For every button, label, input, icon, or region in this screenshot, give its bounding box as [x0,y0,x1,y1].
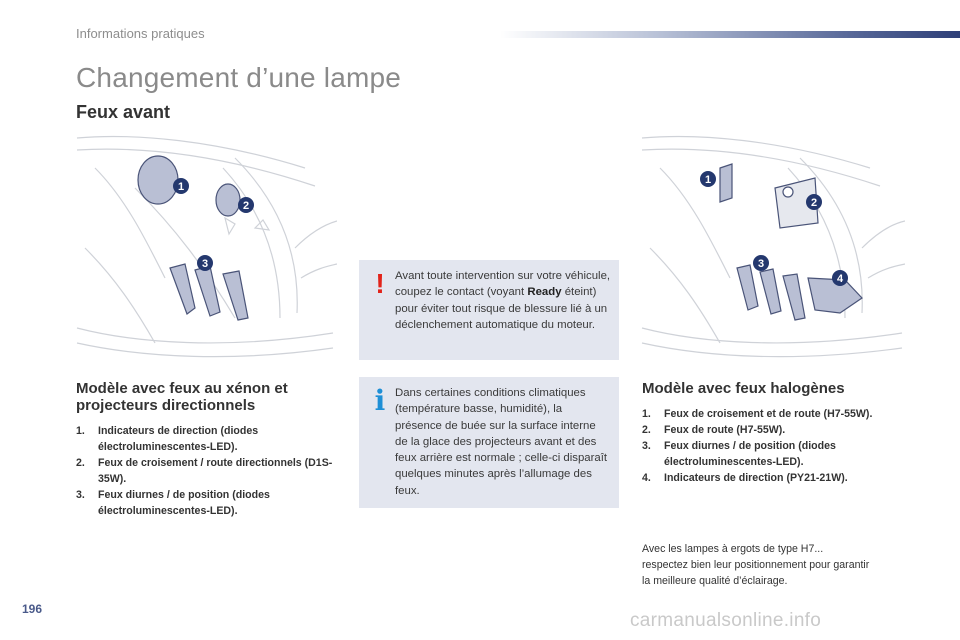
list-item [76,423,336,455]
header-decor-bar [500,31,960,38]
xenon-headlamp-illustration [75,128,337,363]
h7-note: Avec les lampes à ergots de type H7... respectez bien leur positionnement pour garantir la meilleure qualité d’éclairage. [642,543,870,587]
callout-number: 1 [704,174,712,186]
callout-number: 3 [757,258,765,270]
section-label: Informations pratiques [76,26,205,41]
halogen-lamp-list [642,406,902,486]
ready-label: Ready [527,286,562,299]
warning-box [359,260,619,360]
xenon-model-title: Modèle avec feux au xénon et projecteurs directionnels [76,380,288,414]
list-item-text: Indicateurs de direction (PY21-21W). [664,472,848,484]
xenon-lamp-list [76,423,336,519]
info-box [359,377,619,508]
list-item-text: Indicateurs de direction (diodes électroluminescentes-LED). [98,425,259,453]
halogen-headlamp-illustration [640,128,905,363]
callout-number: 1 [177,181,185,193]
page-number: 196 [22,602,43,616]
list-item-text: Feux diurnes / de position (diodes électroluminescentes-LED). [664,440,836,468]
halogen-model-section [642,380,902,486]
info-text: Dans certaines conditions climatiques (température basse, humidité), la présence de buée sur la surface interne de la glace des projecteurs avant et des feux arrière est normale ; celle-ci disparaît quelques minutes après l’allumage des feux. [395,387,608,497]
list-item [642,422,902,438]
page-title: Changement d’une lampe [76,62,402,93]
callout-number: 4 [836,273,844,285]
list-item [642,406,902,422]
list-item [76,487,336,519]
warning-text-part: Avant toute intervention sur votre véhicule, coupez le contact (voyant [395,270,611,299]
callout-number: 2 [810,197,818,209]
list-item [642,438,902,470]
list-item-text: Feux de route (H7-55W). [664,424,786,436]
list-item-number: 1. [76,425,85,437]
list-item-number: 3. [642,440,651,452]
info-icon: i [374,384,386,417]
callout-number: 3 [201,258,209,270]
list-item-text: Feux de croisement et de route (H7-55W). [664,408,873,420]
section-subtitle: Feux avant [76,102,171,122]
list-item-number: 1. [642,408,651,420]
warning-icon: ! [375,268,385,299]
list-item-number: 2. [76,457,85,469]
list-item-number: 3. [76,489,85,501]
callout-number: 2 [242,200,250,212]
warning-text [395,268,611,333]
list-item [76,455,336,487]
xenon-model-section [76,380,336,519]
list-item-number: 2. [642,424,651,436]
halogen-model-title: Modèle avec feux halogènes [642,380,845,397]
warning-text-part: éteint) pour éviter tout risque de blessure lié à un déclenchement automatique du moteur. [395,286,608,331]
watermark: carmanualsonline.info [630,610,822,631]
list-item-text: Feux de croisement / route directionnels (D1S-35W). [98,457,333,485]
list-item-number: 4. [642,472,651,484]
list-item [642,470,902,486]
list-item-text: Feux diurnes / de position (diodes électroluminescentes-LED). [98,489,270,517]
